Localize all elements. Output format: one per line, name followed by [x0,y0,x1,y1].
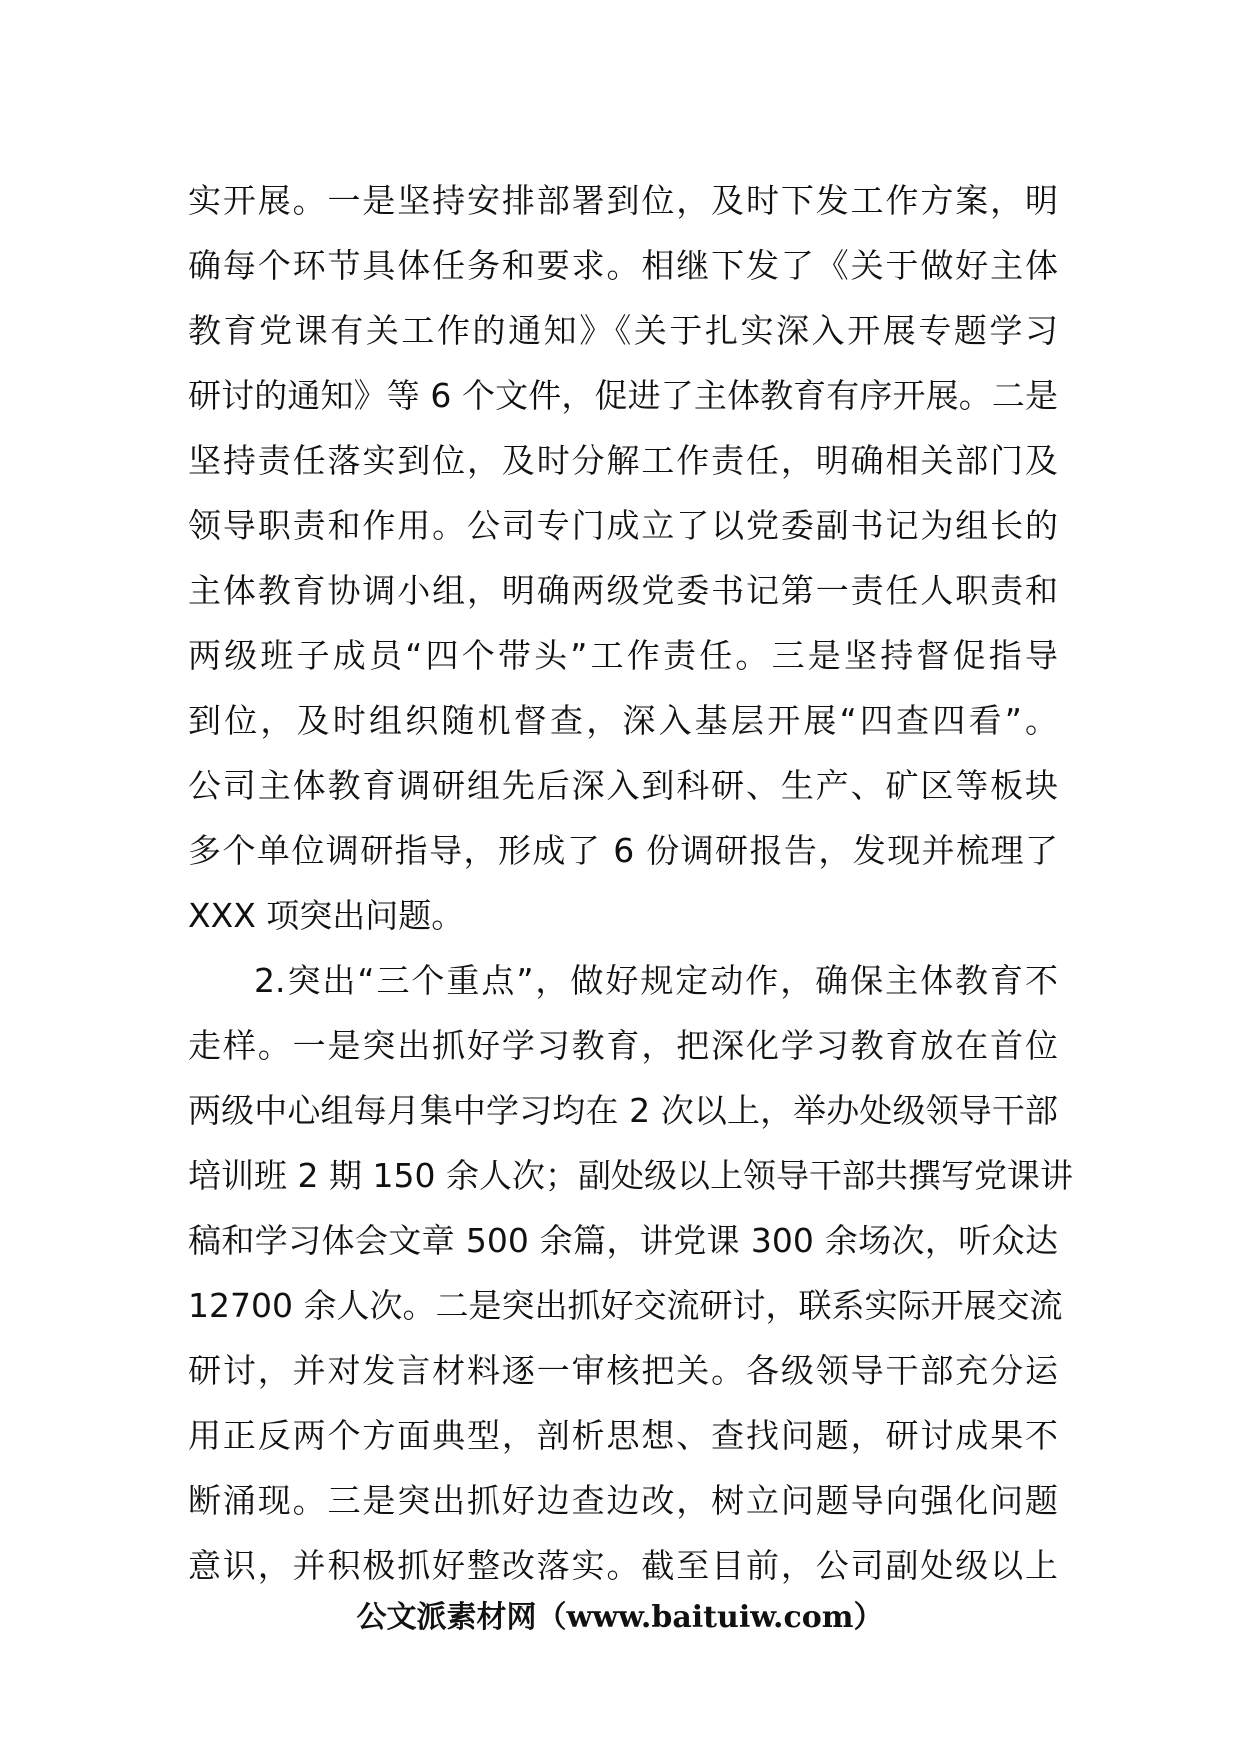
footer-watermark: 公文派素材网（www.baituiw.com） [356,1600,884,1635]
text-line: 培训班 2 期 150 余人次；副处级以上领导干部共撰写党课讲 [188,1156,1073,1195]
text-line: 研讨，并对发言材料逐一审核把关。各级领导干部充分运 [188,1351,1058,1390]
text-line: 坚持责任落实到位，及时分解工作责任，明确相关部门及 [188,441,1058,480]
text-line: 12700 余人次。二是突出抓好交流研讨，联系实际开展交流 [188,1286,1063,1325]
text-line: 到位，及时组织随机督查，深入基层开展“四查四看”。 [188,701,1058,740]
text-line: 确每个环节具体任务和要求。相继下发了《关于做好主体 [188,246,1058,285]
text-line: 领导职责和作用。公司专门成立了以党委副书记为组长的 [188,506,1058,545]
text-line: 两级中心组每月集中学习均在 2 次以上，举办处级领导干部 [188,1091,1058,1130]
text-line: 多个单位调研指导，形成了 6 份调研报告，发现并梳理了 [188,831,1058,870]
text-line: 走样。一是突出抓好学习教育，把深化学习教育放在首位 [188,1026,1058,1065]
text-line: 意识，并积极抓好整改落实。截至目前，公司副处级以上 [188,1546,1058,1585]
text-line: 两级班子成员“四个带头”工作责任。三是坚持督促指导 [188,636,1058,675]
text-line: 2.突出“三个重点”，做好规定动作，确保主体教育不 [254,961,1058,1000]
text-line: 教育党课有关工作的通知》《关于扎实深入开展专题学习 [188,311,1058,350]
text-line: 主体教育协调小组，明确两级党委书记第一责任人职责和 [188,571,1058,610]
text-line: 研讨的通知》等 6 个文件，促进了主体教育有序开展。二是 [188,376,1058,415]
paragraph-2 [188,948,1073,1598]
text-line: 公司主体教育调研组先后深入到科研、生产、矿区等板块 [188,766,1058,805]
text-line: 稿和学习体会文章 500 余篇，讲党课 300 余场次，听众达 [188,1221,1058,1260]
text-line: XXX 项突出问题。 [188,896,465,935]
text-line: 用正反两个方面典型，剖析思想、查找问题，研讨成果不 [188,1416,1058,1455]
paragraph-1 [188,168,1058,948]
text-line: 实开展。一是坚持安排部署到位，及时下发工作方案，明 [188,181,1058,220]
text-line: 断涌现。三是突出抓好边查边改，树立问题导向强化问题 [188,1481,1058,1520]
document-body [188,168,1073,1598]
